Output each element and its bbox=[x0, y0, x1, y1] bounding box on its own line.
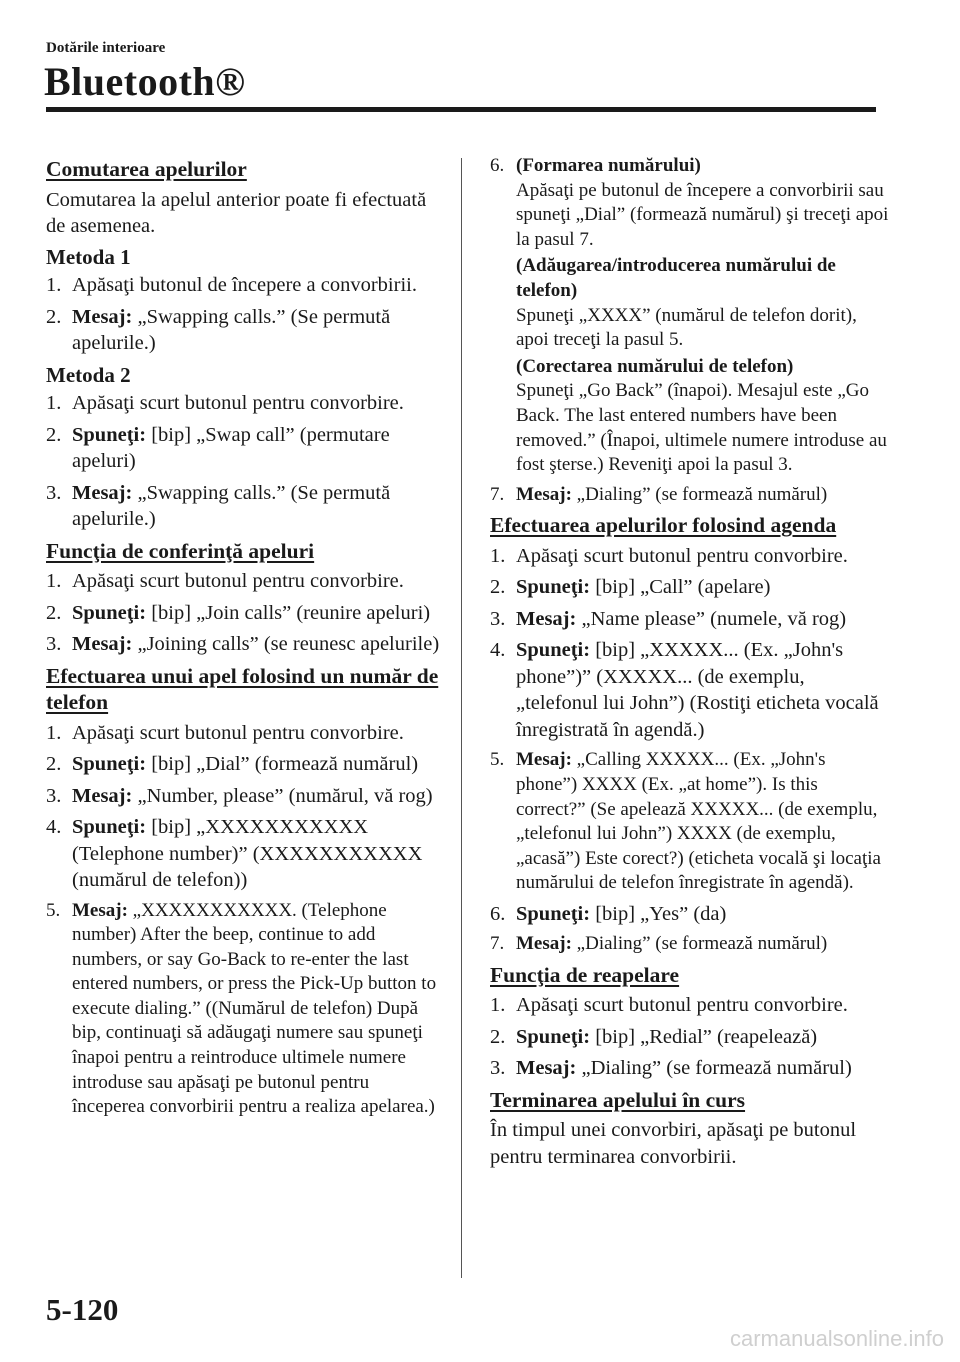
redial-steps bbox=[490, 992, 890, 1082]
list-item: 4. Spuneţi: [bip] „XXXXXXXXXXX (Telephone number)” (XXXXXXXXXXX (numărul de telefon)) bbox=[46, 816, 423, 891]
chapter-title: Bluetooth® bbox=[44, 59, 246, 104]
heading-phonebook: Efectuarea apelurilor folosind agenda bbox=[490, 513, 837, 538]
step6-text: Apăsaţi pe butonul de începere a convorbirii sau spuneţi „Dial” (formează numărul) şi treceţi apoi la pasul 7. bbox=[516, 179, 889, 250]
list-item: 2. Spuneţi: [bip] „Join calls” (reunire apeluri) bbox=[46, 601, 431, 624]
list-item: 6. Spuneţi: [bip] „Yes” (da) bbox=[490, 902, 727, 925]
step6-sub-add: (Adăugarea/introducerea numărului de telefon) Spuneţi „XXXX” (numărul de telefon dorit), apoi treceţi la pasul 5. bbox=[516, 255, 857, 351]
method-2-steps bbox=[46, 390, 441, 533]
dial-steps bbox=[46, 720, 441, 1120]
watermark: carmanualsonline.info bbox=[729, 1326, 944, 1351]
list-item: 3. Mesaj: „Name please” (numele, vă rog) bbox=[490, 607, 847, 630]
heading-end-call: Terminarea apelului în curs bbox=[490, 1087, 746, 1112]
list-item: 1. Apăsaţi scurt butonul pentru convorbire. bbox=[46, 721, 404, 744]
method-1-steps bbox=[46, 272, 441, 357]
title-rule bbox=[46, 107, 876, 112]
list-item: 1. Apăsaţi scurt butonul pentru convorbire. bbox=[46, 392, 404, 414]
list-item: 1. Apăsaţi scurt butonul pentru convorbire. bbox=[46, 570, 404, 592]
heading-swap-calls: Comutarea apelurilor bbox=[46, 157, 247, 181]
step6-sub-correct: (Corectarea numărului de telefon) Spuneţi „Go Back” (înapoi). Mesajul este „Go Back. The last entered numbers have been removed.” (Înapoi, ultimele numere introduse au fost şterse.) Reveniţi apoi la pasul 3. bbox=[516, 355, 887, 476]
list-item: 6. (Formarea numărului) Apăsaţi pe butonul de începere a convorbirii sau spuneţi „Dial” (formează numărul) şi treceţi apoi la pasul 7. (Adăugarea/introducerea numărului de telefon) Spuneţi „XXXX” (numărul de telefon dorit), apoi treceţi la pasul 5. (Corectarea numărului de telefon) Spuneţi „Go Back” (înapoi). Mesajul este „Go Back. The last entered numbers have been removed.” (Înapoi, ultimele numere introduse au fost şterse.) Reveniţi apoi la pasul 3. bbox=[490, 154, 890, 478]
swap-intro: Comutarea la apelul anterior poate fi efectuată de asemenea. bbox=[46, 188, 427, 237]
heading-redial: Funcţia de reapelare bbox=[490, 962, 680, 987]
end-call-text: În timpul unei convorbiri, apăsaţi pe butonul pentru terminarea convorbirii. bbox=[490, 1119, 857, 1168]
list-item: 3. Mesaj: „Joining calls” (se reunesc apelurile) bbox=[46, 633, 440, 655]
list-item: 1. Apăsaţi butonul de începere a convorbirii. bbox=[46, 274, 417, 296]
section-label: Dotările interioare bbox=[46, 40, 166, 56]
list-item: 2. Spuneţi: [bip] „Swap call” (permutare apeluri) bbox=[46, 423, 390, 472]
list-item: 4. Spuneţi: [bip] „XXXXX... (Ex. „John's phone”)” (XXXXX... (de exemplu, „telefonul lui John”) (Rostiţi eticheta vocală înregistrată în agendă.) bbox=[490, 639, 879, 741]
list-item: 2. Spuneţi: [bip] „Redial” (reapelează) bbox=[490, 1025, 818, 1048]
list-item: 1. Apăsaţi scurt butonul pentru convorbire. bbox=[490, 544, 848, 567]
heading-conference: Funcţia de conferinţă apeluri bbox=[46, 538, 315, 563]
list-item: 5. Mesaj: „XXXXXXXXXXX. (Telephone number) After the beep, continue to add numbers, or say Go-Back to re-enter the last entered numbers, or press the Pick-Up button to execute dialing.” ((Numărul de telefon) După bip, continuaţi să adăugaţi numere sau spuneţi înapoi pentru a reintroduce ultimele numere introduse sau apăsaţi pe butonul pentru începerea convorbirii pentru a realiza apelarea.) bbox=[46, 899, 437, 1118]
method-2-title: Metoda 2 bbox=[46, 362, 131, 387]
list-item: 5. Mesaj: „Calling XXXXX... (Ex. „John's phone”) XXXX (Ex. „at home”). Is this correct?” (Se apelează XXXXX... (de exemplu, „telefonul lui John”) XXXX (de exemplu, „acasă”) Este corect?) (eticheta vocală şi locaţia numărului de telefon înregistrate în agendă). bbox=[490, 749, 881, 894]
right-column bbox=[490, 152, 890, 1174]
list-item: 2. Mesaj: „Swapping calls.” (Se permută apelurile.) bbox=[46, 305, 391, 354]
list-item: 1. Apăsaţi scurt butonul pentru convorbire. bbox=[490, 994, 848, 1017]
list-item: 2. Spuneţi: [bip] „Dial” (formează numărul) bbox=[46, 753, 419, 775]
list-item: 7. Mesaj: „Dialing” (se formează numărul) bbox=[490, 483, 828, 505]
phonebook-steps bbox=[490, 543, 890, 957]
list-item: 3. Mesaj: „Number, please” (numărul, vă rog) bbox=[46, 784, 433, 807]
list-item: 2. Spuneţi: [bip] „Call” (apelare) bbox=[490, 576, 771, 599]
method-1-title: Metoda 1 bbox=[46, 244, 131, 269]
page-number: 5-120 bbox=[46, 1292, 119, 1327]
list-item: 3. Mesaj: „Dialing” (se formează numărul) bbox=[490, 1057, 852, 1080]
list-item: 3. Mesaj: „Swapping calls.” (Se permută apelurile.) bbox=[46, 481, 391, 530]
heading-dial-number: Efectuarea unui apel folosind un număr de telefon bbox=[46, 663, 439, 714]
step6-title: (Formarea numărului) bbox=[516, 155, 701, 176]
list-item: 7. Mesaj: „Dialing” (se formează numărul) bbox=[490, 933, 828, 955]
column-divider bbox=[461, 158, 462, 1278]
conference-steps bbox=[46, 568, 441, 658]
left-column bbox=[46, 152, 441, 1125]
